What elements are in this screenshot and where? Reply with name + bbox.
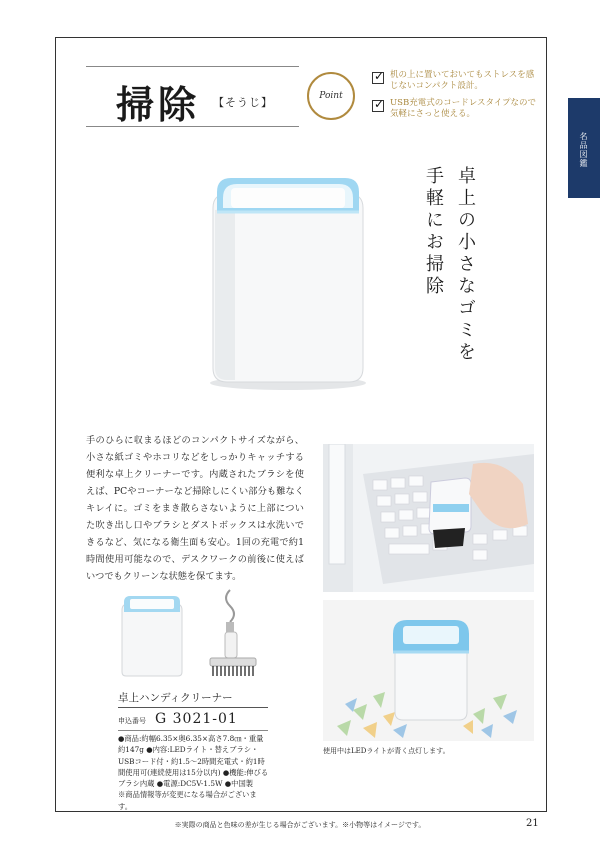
point-item	[372, 70, 542, 92]
side-tab-label: 名品図鑑	[579, 132, 588, 168]
point-list	[372, 70, 542, 126]
product-spec-note: ※商品情報等が変更になる場合がございます。	[118, 790, 257, 811]
product-set-image	[118, 588, 264, 678]
point-item	[372, 98, 542, 120]
point-text: 机の上に置いておいてもストレスを感じないコンパクト設計。	[390, 70, 535, 91]
description-text: 手のひらに収まるほどのコンパクトサイズながら、小さな紙ゴミやホコリなどをしっかりキャッチする便利な卓上クリーナーです。内蔵されたブラシを使えば、PCやコーナーなど掃除しにくい部分も難なくキレイに。ゴミをまき散らさないように上部についた吹き出し口やブラシとダストボックスは水洗いできるなど、気になる衛生面も安心。1回の充電で約1時間使用可能なので、デスクワークの前後に使えばいつでもクリーンな状態を保てます。	[86, 435, 304, 582]
order-code-label: 申込番号	[118, 717, 146, 725]
photo-caption: 使用中はLEDライトが青く点灯します。	[323, 747, 450, 755]
side-index-tab[interactable]	[568, 98, 600, 198]
point-label: Point	[319, 91, 343, 101]
point-badge	[307, 72, 355, 120]
order-code-rule	[118, 730, 268, 731]
usage-photo-led	[323, 600, 534, 741]
catch-copy-line2: 手軽にお掃除	[423, 166, 444, 298]
product-specs	[118, 733, 270, 812]
header-rule-top	[86, 66, 299, 67]
footer-note: ※実際の商品と色味の差が生じる場合がございます。※小物等はイメージです。	[174, 821, 426, 829]
page-title: 掃除	[116, 82, 201, 127]
product-name-rule	[118, 707, 268, 708]
catch-copy-line1: 卓上の小さなゴミを	[455, 166, 476, 364]
page-number: 21	[526, 818, 539, 829]
usage-photo-keyboard	[323, 444, 534, 592]
main-product-image	[205, 168, 370, 393]
checkbox-icon	[372, 72, 384, 84]
point-text: USB充電式のコードレスタイプなので気軽にさっと使える。	[390, 98, 537, 119]
product-name: 卓上ハンディクリーナー	[118, 692, 233, 704]
product-spec-text: ●商品:約幅6.35×奥6.35×高さ7.8㎝・重量約147g ●内容:LEDライト・替えブラシ・USBコード付・約1.5〜2時間充電式・約1時間使用可(連続使用は15分以内) ●機能:伸びるブラシ内蔵 ●電源:DC5V-1.5W ●中国製	[118, 734, 269, 789]
order-code-value: G 3021-01	[155, 711, 238, 727]
title-reading: 【そうじ】	[213, 96, 273, 109]
catch-copy	[420, 166, 478, 364]
checkbox-icon	[372, 100, 384, 112]
